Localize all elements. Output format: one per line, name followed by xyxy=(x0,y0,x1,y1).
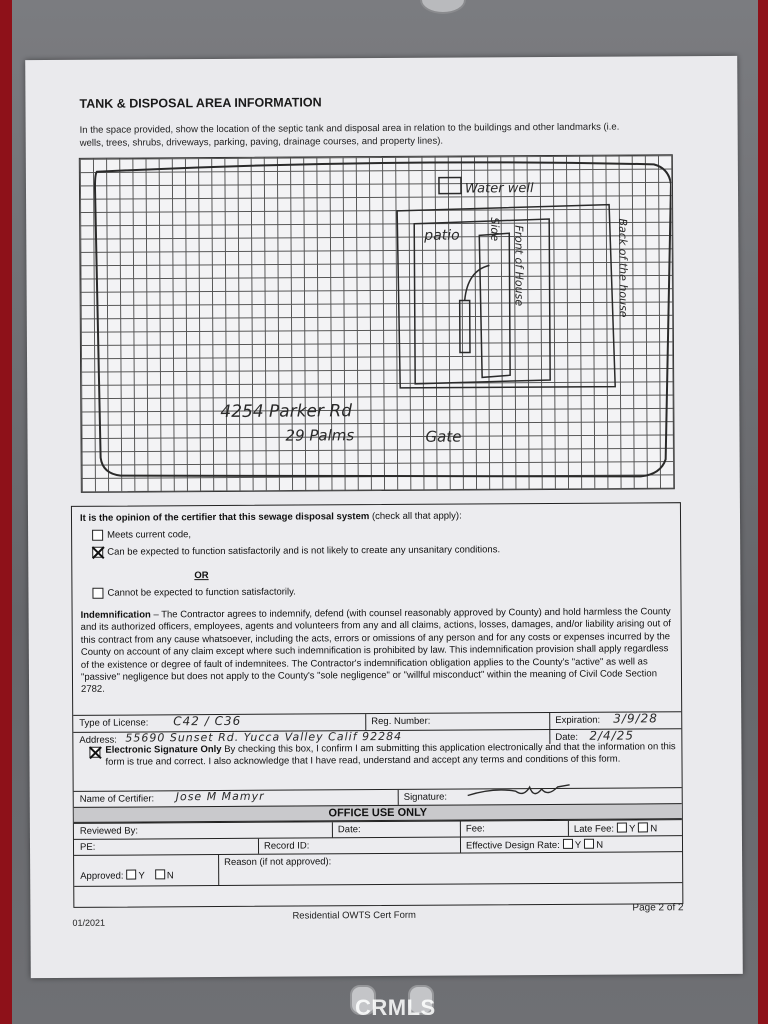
water-well-label: Water well xyxy=(464,181,534,197)
not-function-label: Cannot be expected to function satisfactorily. xyxy=(107,586,296,599)
license-type-value[interactable]: C42 / C36 xyxy=(173,713,242,729)
late-fee-yes-checkbox[interactable] xyxy=(617,823,627,833)
design-rate-group xyxy=(466,839,603,852)
certifier-name-value[interactable]: Jose M Mamyr xyxy=(175,789,265,804)
design-rate-yes-label: Y xyxy=(574,839,582,851)
form-date-code: 01/2021 xyxy=(72,917,106,928)
date-value[interactable]: 2/4/25 xyxy=(589,728,635,743)
approved-no-checkbox[interactable] xyxy=(155,869,165,879)
reason-label: Reason (if not approved): xyxy=(224,856,332,868)
indemnification-paragraph xyxy=(81,606,674,696)
office-row-3 xyxy=(74,851,682,887)
city-sketch-label: 29 Palms xyxy=(285,426,355,445)
esign-title: Electronic Signature Only xyxy=(105,743,222,756)
opinion-heading xyxy=(80,511,462,524)
electronic-signature-text xyxy=(93,741,683,769)
form-name: Residential OWTS Cert Form xyxy=(292,909,416,922)
late-fee-yes-label: Y xyxy=(629,823,636,835)
design-rate-yes-checkbox[interactable] xyxy=(563,839,573,849)
date-label: Date: xyxy=(555,731,579,743)
approved-label: Approved: xyxy=(80,870,124,882)
page-number: Page 2 of 2 xyxy=(632,902,684,914)
sketch-instructions: In the space provided, show the location of the septic tank and disposal area in relation to the buildings and other landmarks (i.e. wells, trees, shrubs, driveways, parking, paving, drainage courses, and property lines). xyxy=(79,121,620,149)
design-rate-no-label: N xyxy=(596,839,604,851)
site-sketch xyxy=(79,154,673,491)
electronic-signature-checkbox[interactable] xyxy=(89,747,100,758)
address-value[interactable]: 55690 Sunset Rd. Yucca Valley Calif 92284 xyxy=(125,729,403,745)
back-of-house-label: Back of the house xyxy=(616,218,630,318)
crmls-watermark: CRMLS xyxy=(355,995,436,1020)
option-meets-code[interactable] xyxy=(92,529,191,541)
pe-label: PE: xyxy=(79,841,96,853)
or-separator: OR xyxy=(194,570,209,582)
approved-yes-checkbox[interactable] xyxy=(126,870,136,880)
red-folder-edge-right xyxy=(758,0,768,1024)
form-page xyxy=(25,56,743,978)
design-rate-label: Effective Design Rate: xyxy=(465,839,560,852)
opinion-heading-text: It is the opinion of the certifier that this sewage disposal system xyxy=(79,511,370,524)
patio-label: patio xyxy=(424,227,460,244)
signature-label: Signature: xyxy=(403,791,448,803)
reviewed-by-label: Reviewed By: xyxy=(79,825,139,837)
certifier-name-label: Name of Certifier: xyxy=(79,793,155,805)
option-not-function[interactable] xyxy=(92,587,295,599)
late-fee-no-label: N xyxy=(650,823,658,835)
function-satisfactorily-checkbox[interactable] xyxy=(92,547,103,558)
expiration-value[interactable]: 3/9/28 xyxy=(613,711,658,726)
option-function-satisfactorily[interactable] xyxy=(92,544,500,557)
electronic-signature xyxy=(93,741,683,769)
address-sketch-label: 4254 Parker Rd xyxy=(220,401,353,422)
clipboard-clip xyxy=(420,0,466,14)
late-fee-group xyxy=(574,822,657,835)
front-of-house-label: Front of House xyxy=(512,225,526,307)
late-fee-label: Late Fee: xyxy=(573,823,615,835)
side-label: Side xyxy=(488,217,502,242)
meets-code-label: Meets current code, xyxy=(107,529,192,541)
record-id-label: Record ID: xyxy=(263,840,310,852)
not-function-checkbox[interactable] xyxy=(92,588,103,599)
signature-scribble xyxy=(464,781,574,804)
address-label: Address: xyxy=(79,734,117,746)
meets-code-checkbox[interactable] xyxy=(92,530,103,541)
indemnification-title: Indemnification xyxy=(80,609,151,621)
reg-number-label: Reg. Number: xyxy=(371,715,431,728)
license-type-label: Type of License: xyxy=(79,717,149,729)
design-rate-no-checkbox[interactable] xyxy=(584,839,594,849)
section-title: TANK & DISPOSAL AREA INFORMATION xyxy=(79,95,322,111)
esign-body: By checking this box, I confirm I am submitting this application electronically and that the information on this form is true and correct. I also acknowledge that I have read, understand and accept any terms and conditions of this form. xyxy=(105,741,676,768)
approved-no-label: N xyxy=(166,870,174,882)
fee-label: Fee: xyxy=(465,823,485,835)
opinion-heading-suffix: (check all that apply): xyxy=(371,510,462,523)
expiration-label: Expiration: xyxy=(555,714,601,726)
office-date-label: Date: xyxy=(337,824,361,836)
approved-group xyxy=(80,869,174,882)
late-fee-no-checkbox[interactable] xyxy=(638,822,648,832)
gate-sketch-label: Gate xyxy=(425,427,462,446)
approved-yes-label: Y xyxy=(138,870,145,882)
certification-box xyxy=(71,502,683,908)
indemnification-body: – The Contractor agrees to indemnify, defend (with counsel reasonably approved by County) and hold harmless the County and its authorized officers, employees, agents and volunteers from any and all claims, actions, losses, damages, and/or liability arising out of this contract from any cause whatsoever, including the acts, errors or omissions of any person and for any costs or expenses incurred by the County on account of any claim except where such indemnification is prohibited by law. This indemnification provision shall apply regardless of the existence or degree of fault of indemnitees. The Contractor's indemnification obligation applies to the County's "active" as well as "passive" negligence but does not apply to the County's "sole negligence" or "willful misconduct" within the meaning of Civil Code Section 2782. xyxy=(80,606,671,696)
function-satisfactorily-label: Can be expected to function satisfactorily and is not likely to create any unsanitary conditions. xyxy=(107,544,501,558)
office-use-heading: OFFICE USE ONLY xyxy=(74,803,682,823)
